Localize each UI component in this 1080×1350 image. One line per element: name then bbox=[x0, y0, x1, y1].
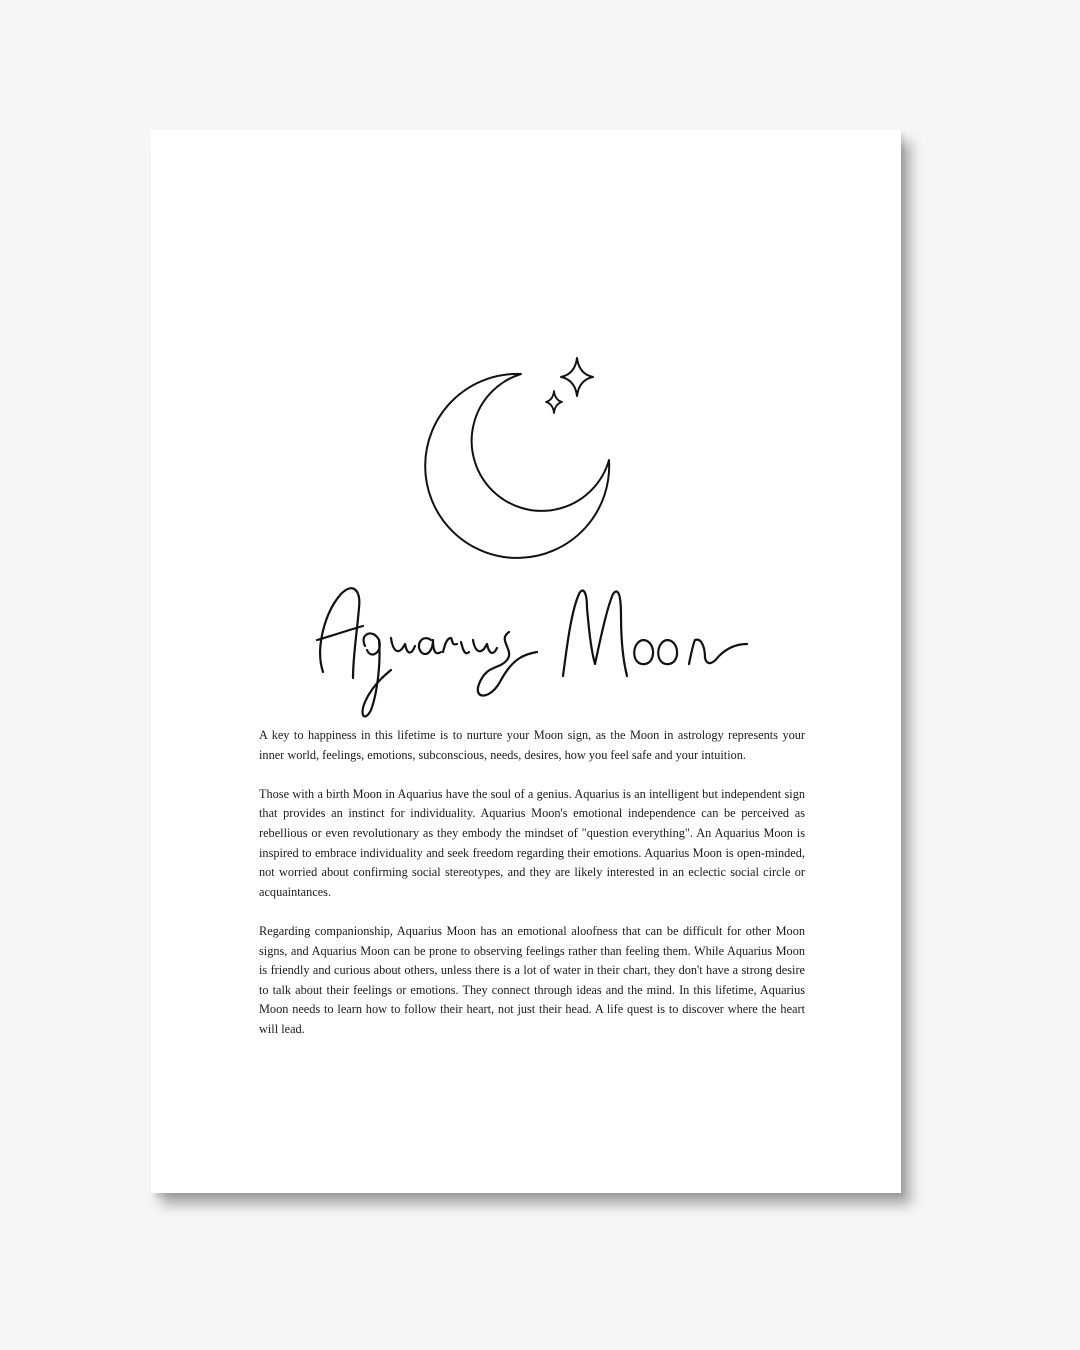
small-star-icon bbox=[546, 391, 562, 413]
title-script-lettering bbox=[301, 560, 771, 730]
crescent-moon-icon bbox=[425, 374, 609, 558]
paragraph-traits: Those with a birth Moon in Aquarius have the soul of a genius. Aquarius is an intelligent but independent sign that provides an instinct for individuality. Aquarius Moon's emotional independence can be perceived as rebellious or even revolutionary as they embody the mindset of "question everything". An Aquarius Moon is inspired to embrace individuality and seek freedom regarding their emotions. Aquarius Moon is open-minded, not worried about confirming social stereotypes, and they are likely interested in an eclectic social circle or acquaintances. bbox=[259, 786, 805, 899]
paragraph-intro: A key to happiness in this lifetime is to nurture your Moon sign, as the Moon in astrology represents your inner world, feelings, emotions, subconscious, needs, desires, how you feel safe and your intuition. bbox=[259, 728, 805, 762]
paragraph-companionship: Regarding companionship, Aquarius Moon has an emotional aloofness that can be difficult for other Moon signs, and Aquarius Moon can be prone to observing feelings rather than feeling them. While Aquarius Moon is friendly and curious about others, unless there is a lot of water in their chart, they don't have a strong desire to talk about their feelings or emotions. They connect through ideas and the mind. In this lifetime, Aquarius Moon needs to learn how to follow their heart, not just their head. A life quest is to discover where the heart will lead. bbox=[259, 923, 805, 1036]
description-text bbox=[259, 726, 805, 1059]
poster-sheet bbox=[151, 130, 901, 1193]
four-point-star-icon bbox=[561, 358, 593, 396]
